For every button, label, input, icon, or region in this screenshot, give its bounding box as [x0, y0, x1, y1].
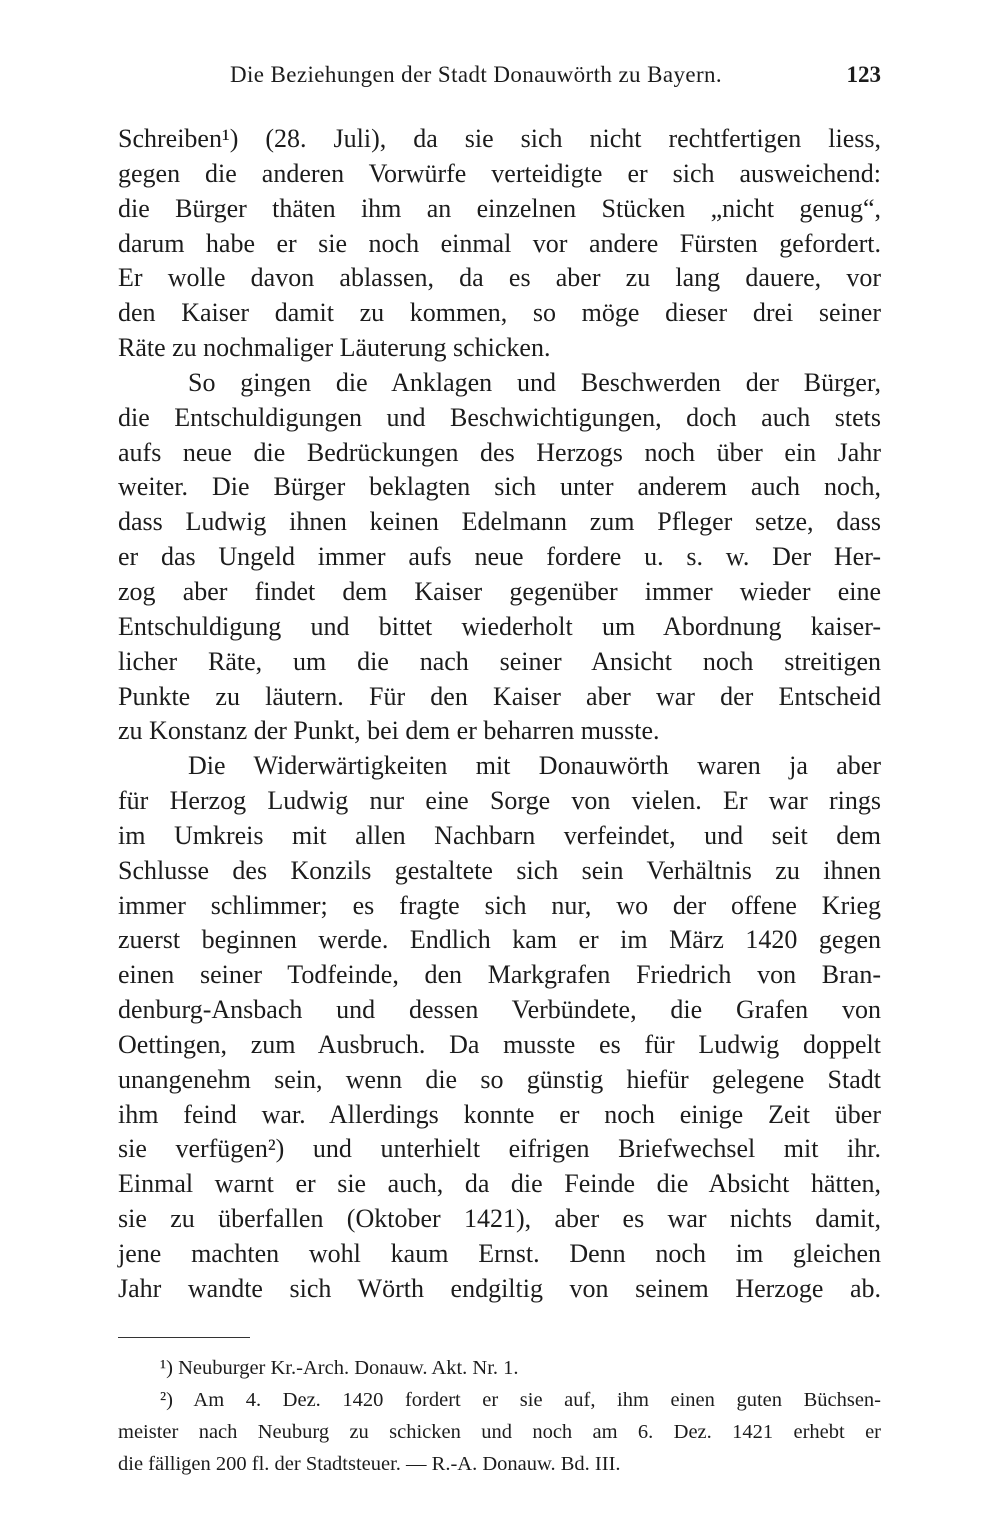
text-line: Einmal warnt er sie auch, da die Feinde die Absicht hätten, — [118, 1169, 881, 1199]
paragraph — [118, 122, 881, 366]
text-line: darum habe er sie noch einmal vor andere Fürsten gefordert. — [118, 228, 881, 258]
text-line: jene machten wohl kaum Ernst. Denn noch im gleichen — [118, 1239, 881, 1268]
text-line: Entschuldigung und bittet wiederholt um Abordnung kaiser- — [118, 611, 881, 641]
text-line: Oettingen, zum Ausbruch. Da musste es für Ludwig doppelt — [118, 1029, 881, 1059]
text-line: zu Konstanz der Punkt, bei dem er beharren musste. — [118, 716, 660, 746]
text-line: gegen die anderen Vorwürfe verteidigte er sich ausweichend: — [118, 158, 881, 188]
text-line: ihm feind war. Allerdings konnte er noch einige Zeit über — [118, 1099, 881, 1129]
text-line: für Herzog Ludwig nur eine Sorge von vielen. Er war rings — [118, 786, 881, 816]
text-line: einen seiner Todfeinde, den Markgrafen Friedrich von Bran- — [118, 960, 881, 990]
page-header — [118, 62, 881, 96]
footnote-divider — [118, 1337, 250, 1338]
text-line: Die Widerwärtigkeiten mit Donauwörth waren ja aber — [188, 751, 881, 781]
text-line: aufs neue die Bedrückungen des Herzogs noch über ein Jahr — [118, 437, 881, 467]
text-line: sie zu überfallen (Oktober 1421), aber es war nichts damit, — [118, 1204, 881, 1234]
running-title: Die Beziehungen der Stadt Donauwörth zu Bayern. — [230, 62, 723, 87]
footnote — [118, 1352, 881, 1384]
footnote-line: die fälligen 200 fl. der Stadtsteuer. — R.-A. Donauw. Bd. III. — [118, 1453, 621, 1475]
text-line: im Umkreis mit allen Nachbarn verfeindet, und seit dem — [118, 820, 881, 850]
text-line: denburg-Ansbach und dessen Verbündete, die Grafen von — [118, 995, 881, 1025]
text-line: unangenehm sein, wenn die so günstig hiefür gelegene Stadt — [118, 1064, 881, 1094]
footnote — [118, 1384, 881, 1480]
paragraph — [118, 366, 881, 749]
text-line: Er wolle davon ablassen, da es aber zu lang dauere, vor — [118, 263, 881, 293]
text-line: sie verfügen²) und unterhielt eifrigen Briefwechsel mit ihr. — [118, 1134, 881, 1164]
page-number: 123 — [846, 62, 881, 87]
footnote-line: ²) Am 4. Dez. 1420 fordert er sie auf, ihm einen guten Büchsen- — [160, 1389, 881, 1411]
text-line: Punkte zu läutern. Für den Kaiser aber war der Entscheid — [118, 681, 881, 711]
text-line: weiter. Die Bürger beklagten sich unter anderem auch noch, — [118, 472, 881, 502]
footnotes — [118, 1352, 881, 1480]
footnote-line: ¹) Neuburger Kr.-Arch. Donauw. Akt. Nr. 1. — [160, 1357, 519, 1379]
text-line: dass Ludwig ihnen keinen Edelmann zum Pfleger setze, dass — [118, 507, 881, 537]
paragraph — [118, 749, 881, 1307]
text-line: licher Räte, um die nach seiner Ansicht noch streitigen — [118, 646, 881, 676]
text-line: Jahr wandte sich Wörth endgiltig von seinem Herzoge ab. — [118, 1273, 881, 1303]
text-line: die Bürger thäten ihm an einzelnen Stücken „nicht genug“, — [118, 193, 881, 223]
text-line: immer schlimmer; es fragte sich nur, wo der offene Krieg — [118, 890, 881, 920]
footnote-line: meister nach Neuburg zu schicken und noch am 6. Dez. 1421 erhebt er — [118, 1421, 881, 1443]
text-line: er das Ungeld immer aufs neue fordere u. s. w. Der Her- — [118, 542, 881, 572]
text-line: den Kaiser damit zu kommen, so möge dieser drei seiner — [118, 298, 881, 328]
text-line: Schlusse des Konzils gestaltete sich sein Verhältnis zu ihnen — [118, 855, 881, 885]
text-line: zuerst beginnen werde. Endlich kam er im März 1420 gegen — [118, 925, 881, 955]
text-line: So gingen die Anklagen und Beschwerden der Bürger, — [188, 367, 881, 397]
text-line: zog aber findet dem Kaiser gegenüber immer wieder eine — [118, 576, 881, 606]
text-line: Räte zu nochmaliger Läuterung schicken. — [118, 333, 551, 363]
body-text — [118, 122, 881, 1307]
text-line: Schreiben¹) (28. Juli), da sie sich nicht rechtfertigen liess, — [118, 124, 881, 153]
text-line: die Entschuldigungen und Beschwichtigungen, doch auch stets — [118, 402, 881, 432]
